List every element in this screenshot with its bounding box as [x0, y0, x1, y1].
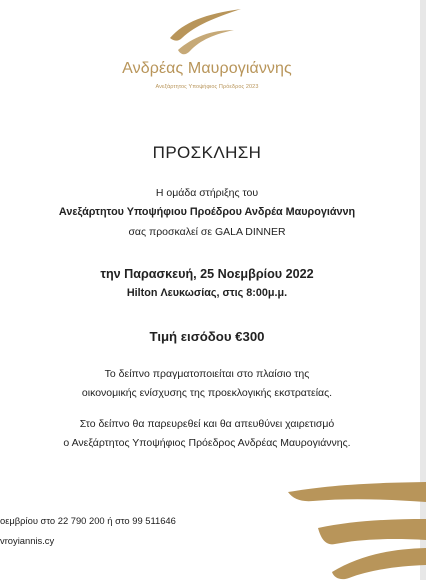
gold-swoosh-icon — [162, 6, 246, 58]
brand-name: Ανδρέας Μαυρογιάννης — [122, 60, 292, 77]
intro-line: Η ομάδα στήριξης του — [155, 187, 259, 199]
speaker-line: ο Ανεξάρτητος Υποψήφιος Πρόεδρος Ανδρέας Μαυρογιάννης. — [63, 437, 351, 449]
gold-swoosh-decoration-icon — [288, 470, 426, 580]
contact-website: vroyiannis.cy — [0, 535, 55, 546]
purpose-line: Το δείπνο πραγματοποιείται στο πλαίσιο της — [104, 368, 310, 380]
gala-line: σας προσκαλεί σε GALA DINNER — [128, 226, 286, 238]
invitation-title: ΠΡΟΣΚΛΗΣΗ — [152, 143, 262, 162]
event-date: την Παρασκευή, 25 Νοεμβρίου 2022 — [100, 267, 314, 281]
purpose-line: οικονομικής ενίσχυσης της προεκλογικής εκστρατείας. — [81, 387, 333, 399]
event-venue: Hilton Λευκωσίας, στις 8:00μ.μ. — [126, 287, 288, 299]
contact-phone: οεμβρίου στο 22 790 200 ή στο 99 511646 — [0, 515, 176, 526]
brand-tagline: Ανεξάρτητος Υποψήφιος Πρόεδρος 2023 — [155, 84, 259, 90]
speaker-line: Στο δείπνο θα παρευρεθεί και θα απευθύνει χαιρετισμό — [79, 418, 335, 430]
candidate-line: Ανεξάρτητου Υποψήφιου Προέδρου Ανδρέα Μαυρογιάννη — [58, 206, 356, 218]
entry-price: Τιμή εισόδου €300 — [149, 329, 265, 344]
